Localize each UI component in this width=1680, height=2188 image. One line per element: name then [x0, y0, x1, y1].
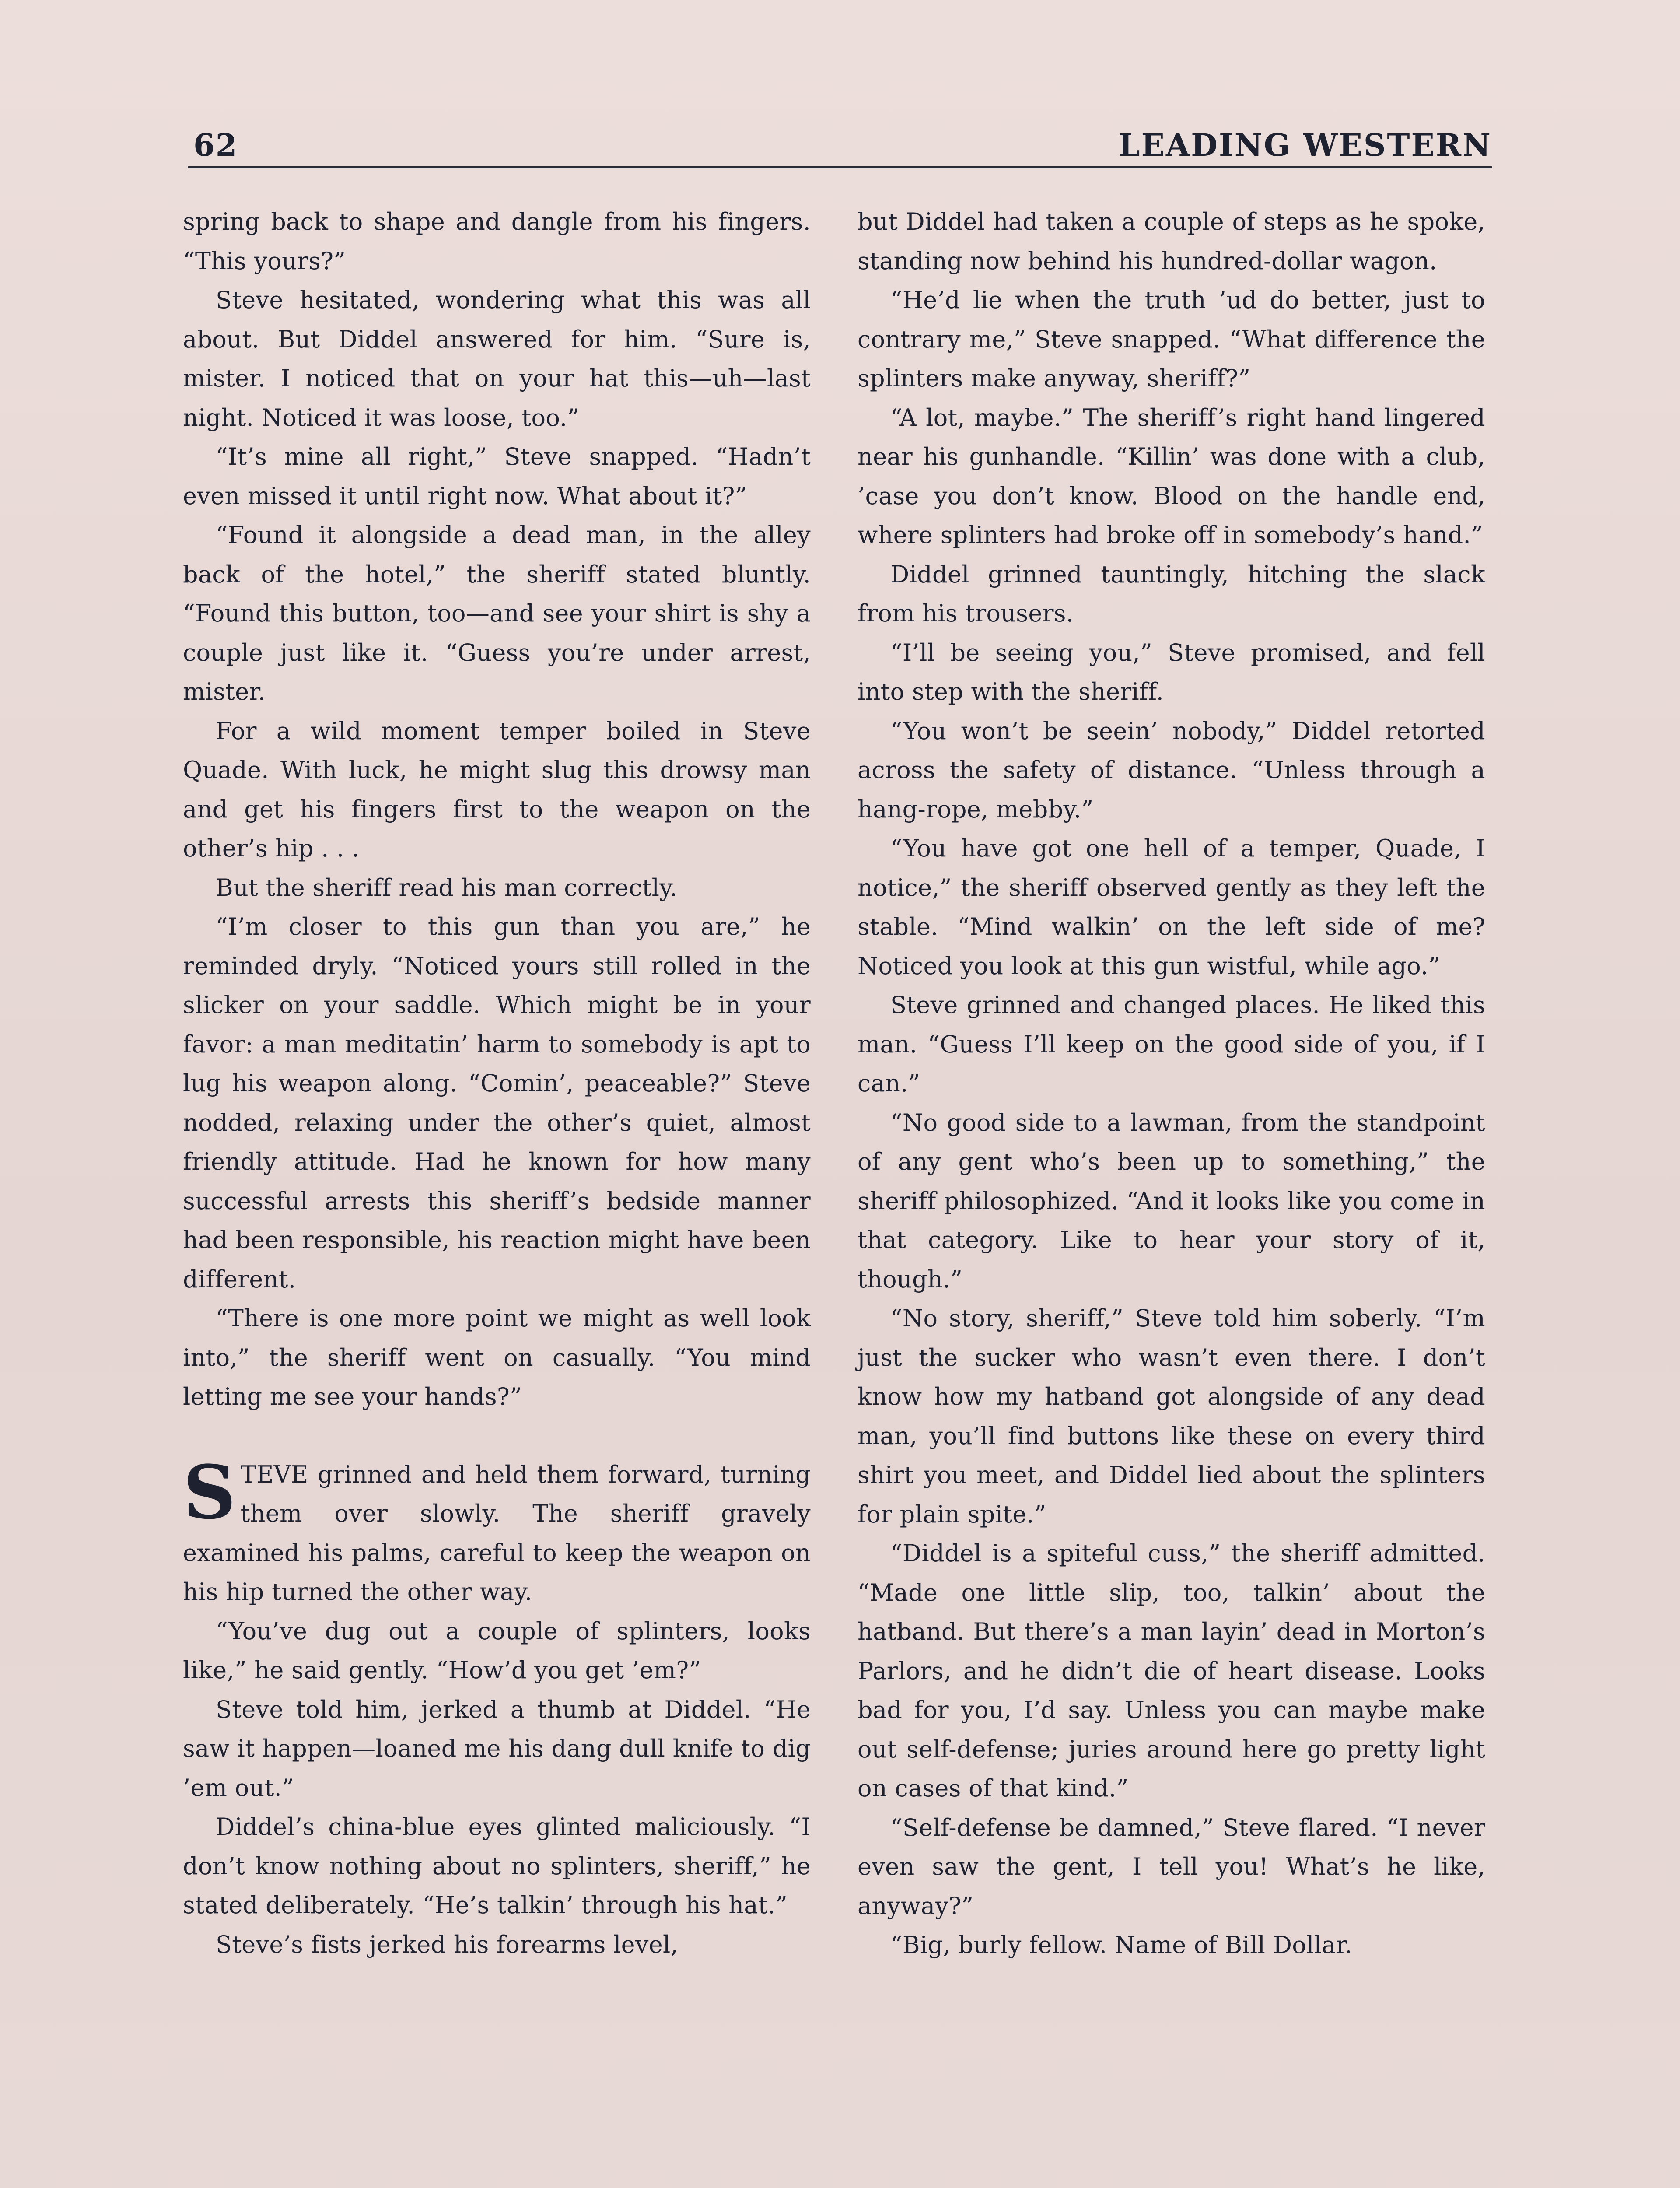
paragraph: “No good side to a lawman, from the standpoint of any gent who’s been up to something,” the sheriff philosophized. “And it looks like you come in that category. Like to hear your story of it, though.” — [858, 1108, 1485, 1293]
dropcap-paragraph — [183, 1448, 811, 1612]
paragraph: Steve’s fists jerked his forearms level, — [216, 1930, 679, 1958]
paragraph: “I’m closer to this gun than you are,” he reminded dryly. “Noticed yours still rolled in the slicker on your saddle. Which might be in your favor: a man meditatin’ harm to somebody is apt to lug his weapon along. “Comin’, peaceable?” Steve nodded, relaxing under the other’s quiet, almost friendly attitude. Had he known for how many successful arrests this sheriff’s bedside manner had been responsible, his reaction might have been different. — [183, 913, 811, 1293]
paragraph: “You won’t be seein’ nobody,” Diddel retorted across the safety of distance. “Unless through a hang-rope, mebby.” — [858, 717, 1485, 823]
paragraph: “Found it alongside a dead man, in the alley back of the hotel,” the sheriff stated bluntly. “Found this button, too—and see your shirt is shy a couple just like it. “Guess you’re under arrest, mister. — [183, 521, 811, 705]
right-column — [858, 202, 1485, 1965]
drop-cap: S — [183, 1448, 236, 1536]
paragraph: “He’d lie when the truth ’ud do better, just to contrary me,” Steve snapped. “What difference the splinters make anyway, sheriff?” — [858, 286, 1485, 392]
paragraph: “I’ll be seeing you,” Steve promised, and fell into step with the sheriff. — [858, 638, 1485, 705]
paragraph: Diddel’s china-blue eyes glinted maliciously. “I don’t know nothing about no splinters, sheriff,” he stated deliberately. “He’s talkin’ through his hat.” — [183, 1813, 811, 1919]
paragraph: But the sheriff read his man correctly. — [216, 873, 678, 901]
paragraph: For a wild moment temper boiled in Steve Quade. With luck, he might slug this drowsy man and get his fingers first to the weapon on the other’s hip . . . — [183, 717, 811, 862]
paragraph: Steve told him, jerked a thumb at Diddel. “He saw it happen—loaned me his dang dull knife to dig ’em out.” — [183, 1695, 811, 1802]
paragraph: Steve hesitated, wondering what this was all about. But Diddel answered for him. “Sure is, mister. I noticed that on your hat this—uh—last night. Noticed it was loose, too.” — [183, 286, 811, 431]
paragraph: “It’s mine all right,” Steve snapped. “Hadn’t even missed it until right now. What about it?” — [183, 443, 811, 510]
paragraph: “You’ve dug out a couple of splinters, looks like,” he said gently. “How’d you get ’em?” — [183, 1617, 811, 1684]
page-number: 62 — [193, 127, 238, 163]
page-header — [188, 118, 1492, 168]
paragraph: “You have got one hell of a temper, Quade, I notice,” the sheriff observed gently as they left the stable. “Mind walkin’ on the left side of me? Noticed you look at this gun wistful, while ago.” — [858, 835, 1485, 980]
paragraph: Diddel grinned tauntingly, hitching the slack from his trousers. — [858, 560, 1485, 627]
left-column — [183, 202, 811, 1964]
paragraph: “A lot, maybe.” The sheriff’s right hand lingered near his gunhandle. “Killin’ was done with a club, ’case you don’t know. Blood on the handle end, where splinters had broke off in somebody’s hand.” — [858, 403, 1485, 549]
paragraph: Steve grinned and changed places. He liked this man. “Guess I’ll keep on the good side of you, if I can.” — [858, 991, 1485, 1097]
paragraph: “Self-defense be damned,” Steve flared. “I never even saw the gent, I tell you! What’s he like, anyway?” — [858, 1813, 1485, 1920]
dropcap-paragraph-text: TEVE grinned and held them forward, turning them over slowly. The sheriff gravely examined his palms, careful to keep the weapon on his hip turned the other way. — [183, 1460, 811, 1606]
paragraph: spring back to shape and dangle from his fingers. “This yours?” — [183, 208, 811, 275]
paragraph: “No story, sheriff,” Steve told him soberly. “I’m just the sucker who wasn’t even there. I don’t know how my hatband got alongside of any dead man, you’ll find buttons like these on every third shirt you meet, and Diddel lied about the splinters for plain spite.” — [858, 1304, 1485, 1528]
paragraph: “Big, burly fellow. Name of Bill Dollar. — [890, 1931, 1353, 1959]
paragraph: but Diddel had taken a couple of steps as he spoke, standing now behind his hundred-dollar wagon. — [858, 208, 1485, 275]
magazine-title: LEADING WESTERN — [1118, 127, 1492, 163]
paragraph: “There is one more point we might as well look into,” the sheriff went on casually. “You mind letting me see your hands?” — [183, 1304, 811, 1410]
paragraph: “Diddel is a spiteful cuss,” the sheriff admitted. “Made one little slip, too, talkin’ about the hatband. But there’s a man layin’ dead in Morton’s Parlors, and he didn’t die of heart disease. Looks bad for you, I’d say. Unless you can maybe make out self-defense; juries around here go pretty light on cases of that kind.” — [858, 1539, 1485, 1802]
